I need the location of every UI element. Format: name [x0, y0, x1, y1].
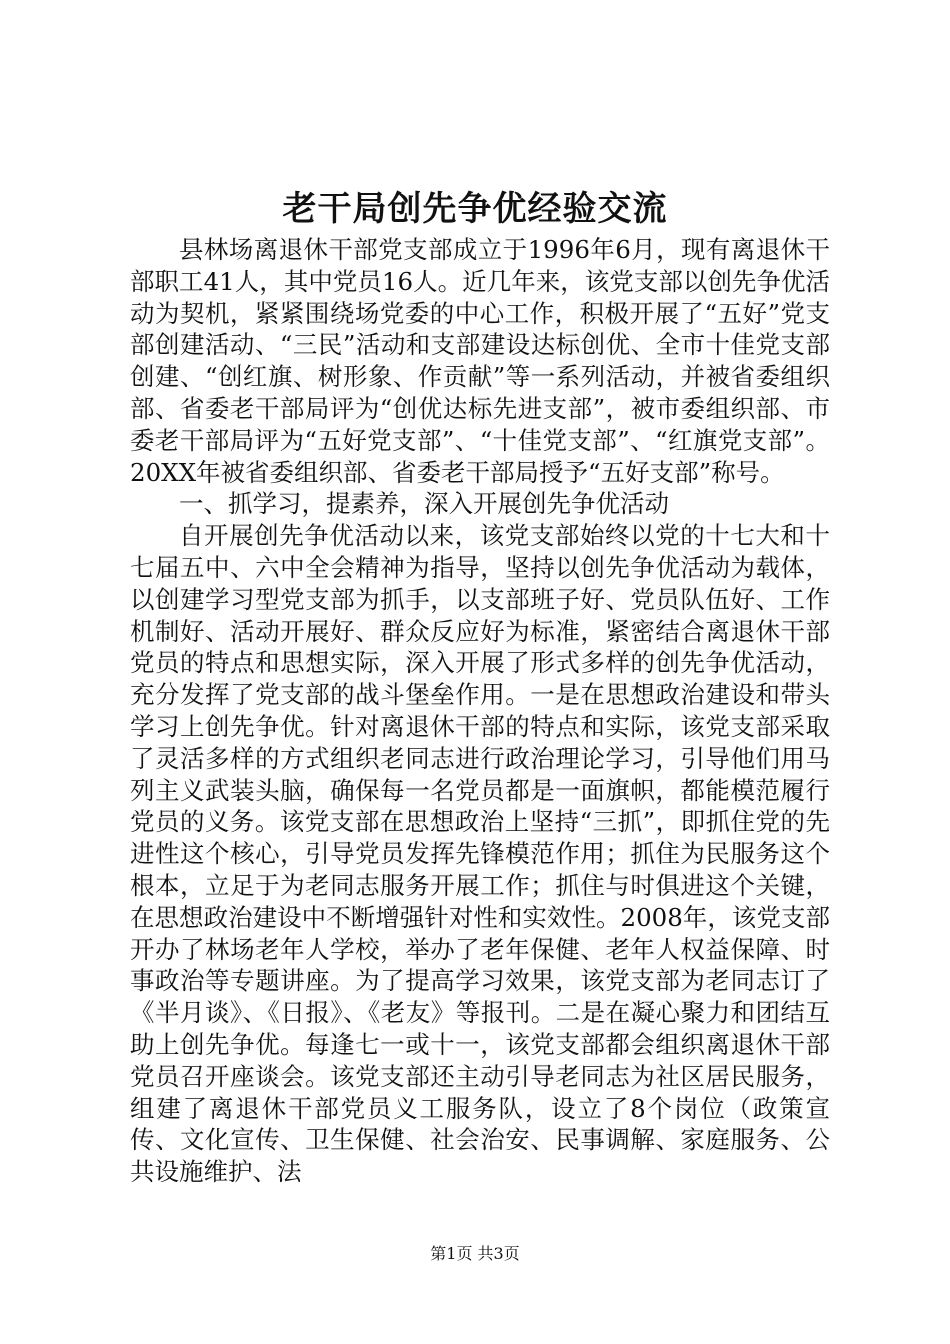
section-heading: 一、抓学习，提素养，深入开展创先争优活动 [179, 489, 669, 519]
paragraph-intro: 县林场离退休干部党支部成立于1996年6月，现有离退休干部职工41人，其中党员16人。近几年来，该党支部以创先争优活动为契机，紧紧围绕场党委的中心工作，积极开展了“五好”党支部创建活动、“三民”活动和支部建设达标创优、全市十佳党支部创建、“创红旗、树形象、作贡献”等一系列活动，并被省委组织部、省委老干部局评为“创优达标先进支部”，被市委组织部、市委老干部局评为“五好党支部”、“十佳党支部”、“红旗党支部”。20XX年被省委组织部、省委老干部局授予“五好支部”称号。 [130, 235, 830, 487]
document-title: 老干局创先争优经验交流 [282, 189, 668, 229]
paragraph-section-one: 自开展创先争优活动以来，该党支部始终以党的十七大和十七届五中、六中全会精神为指导，坚持以创先争优活动为载体，以创建学习型党支部为抓手，以支部班子好、党员队伍好、工作机制好、活动开展好、群众反应好为标准，紧密结合离退休干部党员的特点和思想实际，深入开展了形式多样的创先争优活动，充分发挥了党支部的战斗堡垒作用。一是在思想政治建设和带头学习上创先争优。针对离退休干部的特点和实际，该党支部采取了灵活多样的方式组织老同志进行政治理论学习，引导他们用马列主义武装头脑，确保每一名党员都是一面旗帜，都能模范履行党员的义务。该党支部在思想政治上坚持“三抓”，即抓住党的先进性这个核心，引导党员发挥先锋模范作用；抓住为民服务这个根本，立足于为老同志服务开展工作；抓住与时俱进这个关键，在思想政治建设中不断增强针对性和实效性。2008年，该党支部开办了林场老年人学校，举办了老年保健、老年人权益保障、时事政治等专题讲座。为了提高学习效果，该党支部为老同志订了《半月谈》、《日报》、《老友》等报刊。二是在凝心聚力和团结互助上创先争优。每逢七一或十一，该党支部都会组织离退休干部党员召开座谈会。该党支部还主动引导老同志为社区居民服务，组建了离退休干部党员义工服务队，设立了8个岗位（政策宣传、文化宣传、卫生保健、社会治安、民事调解、家庭服务、公共设施维护、法 [130, 521, 830, 1187]
document-body [130, 234, 830, 1188]
page-number: 第1页 共3页 [430, 1244, 520, 1263]
